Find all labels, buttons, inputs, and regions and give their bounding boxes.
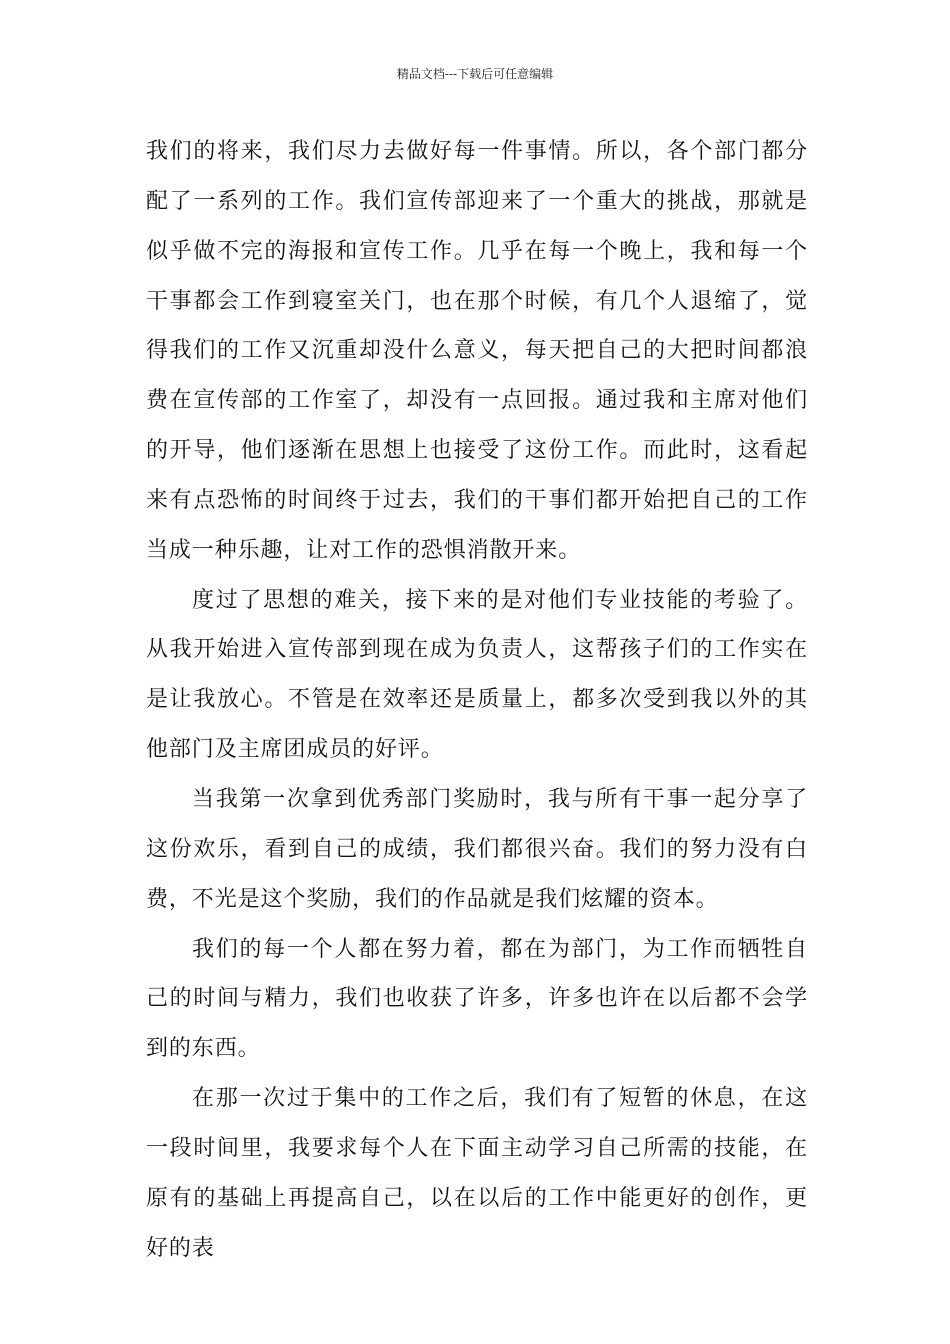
body-text (146, 127, 808, 1273)
paragraph-1: 我们的将来，我们尽力去做好每一件事情。所以，各个部门都分配了一系列的工作。我们宣传部迎来了一个重大的挑战，那就是似乎做不完的海报和宣传工作。几乎在每一个晚上，我和每一个干事都会工作到寝室关门，也在那个时候，有几个人退缩了，觉得我们的工作又沉重却没什么意义，每天把自己的大把时间都浪费在宣传部的工作室了，却没有一点回报。通过我和主席对他们的开导，他们逐渐在思想上也接受了这份工作。而此时，这看起来有点恐怖的时间终于过去，我们的干事们都开始把自己的工作当成一种乐趣，让对工作的恐惧消散开来。 (146, 139, 808, 563)
paragraph-4: 我们的每一个人都在努力着，都在为部门，为工作而牺牲自己的时间与精力，我们也收获了许多，许多也许在以后都不会学到的东西。 (146, 936, 808, 1062)
paragraph-5: 在那一次过于集中的工作之后，我们有了短暂的休息，在这一段时间里，我要求每个人在下面主动学习自己所需的技能，在原有的基础上再提高自己，以在以后的工作中能更好的创作，更好的表 (146, 1086, 808, 1261)
paragraph-2: 度过了思想的难关，接下来的是对他们专业技能的考验了。从我开始进入宣传部到现在成为负责人，这帮孩子们的工作实在是让我放心。不管是在效率还是质量上，都多次受到我以外的其他部门及主席团成员的好评。 (146, 587, 808, 763)
paragraph-3: 当我第一次拿到优秀部门奖励时，我与所有干事一起分享了这份欢乐，看到自己的成绩，我们都很兴奋。我们的努力没有白费，不光是这个奖励，我们的作品就是我们炫耀的资本。 (146, 786, 808, 912)
page-header: 精品文档---下载后可任意编辑 (396, 67, 554, 81)
